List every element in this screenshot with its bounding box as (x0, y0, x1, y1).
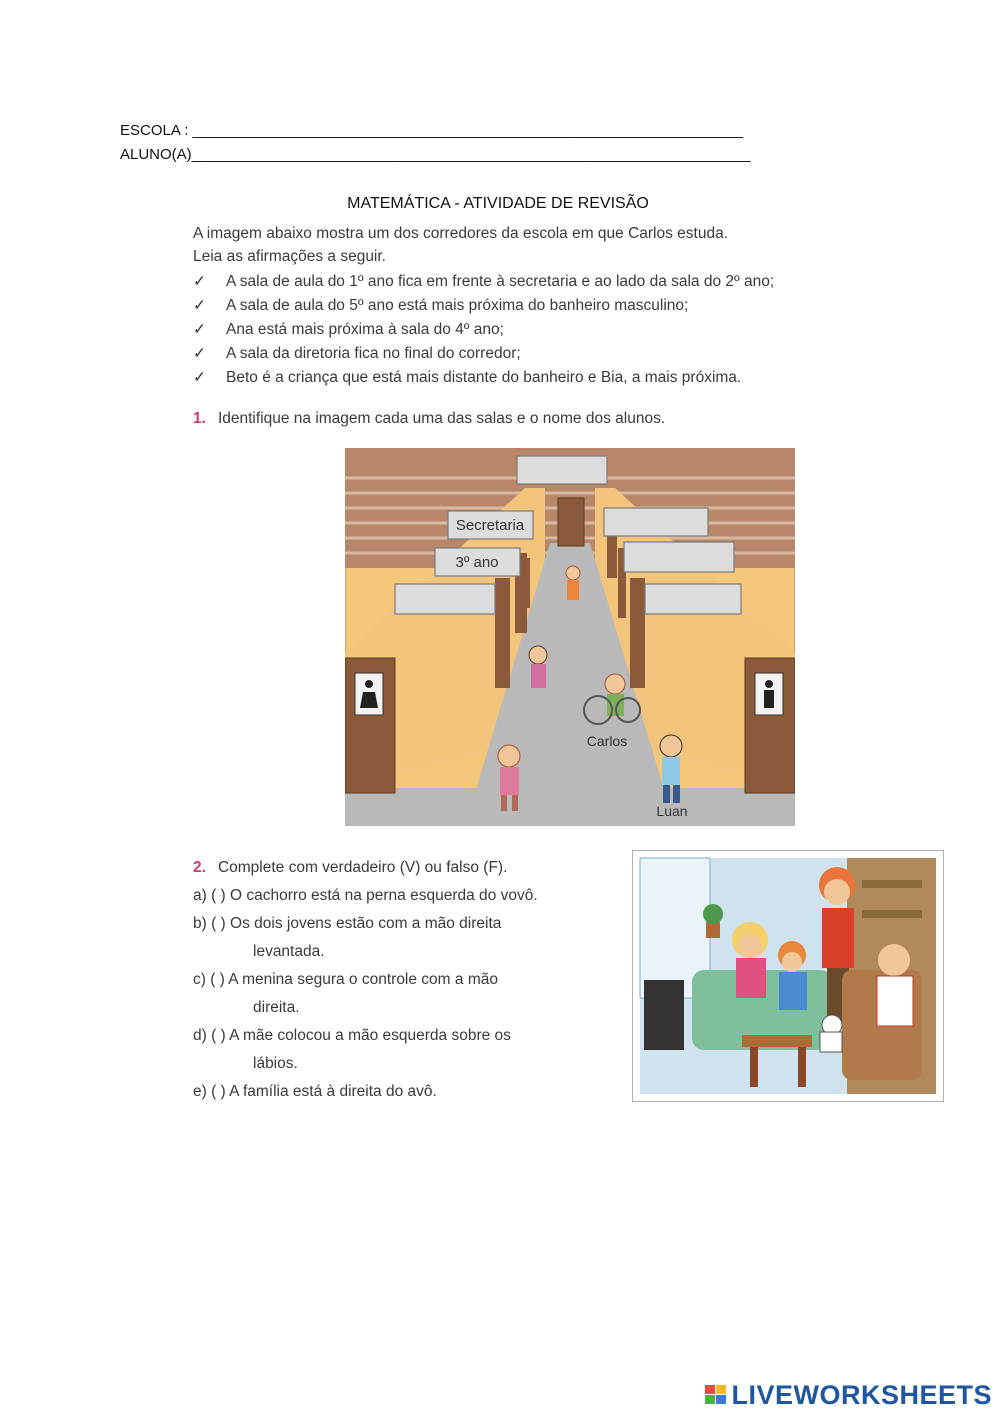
male-restroom-icon (765, 680, 773, 688)
question-2-item-e: e) ( ) A família está à direita do avô. (193, 1083, 437, 1100)
statement-item (193, 344, 521, 363)
intro-line-2: Leia as afirmações a seguir. (193, 248, 386, 265)
statement-text: A sala de aula do 5º ano está mais próxima do banheiro masculino; (226, 297, 689, 314)
check-icon: ✓ (193, 369, 206, 386)
boy-figure (778, 941, 807, 1010)
tv (644, 980, 684, 1050)
statement-text: A sala da diretoria fica no final do corredor; (226, 345, 521, 362)
liveworksheets-logo (705, 1380, 992, 1411)
end-door (558, 498, 584, 546)
question-2-item-b-cont: levantada. (253, 943, 325, 960)
statement-item (193, 368, 741, 387)
question-2-number: 2. (193, 859, 206, 876)
dog-figure (820, 1015, 842, 1052)
coffee-table (742, 1035, 812, 1047)
page-title: MATEMÁTICA - ATIVIDADE DE REVISÃO (347, 195, 649, 212)
sign-right-blank-3[interactable] (645, 584, 741, 614)
statement-text: Ana está mais próxima à sala do 4º ano; (226, 321, 504, 338)
question-1-number: 1. (193, 410, 206, 427)
name-carlos: Carlos (586, 733, 628, 749)
sign-3ano-label: 3º ano (455, 554, 499, 571)
child-figure (529, 646, 547, 688)
corridor-illustration (345, 448, 795, 826)
door (495, 578, 510, 688)
statement-item (193, 296, 688, 315)
check-icon: ✓ (193, 273, 206, 290)
statement-item (193, 320, 504, 339)
sign-right-blank-2[interactable] (624, 542, 734, 572)
statement-item (193, 272, 774, 291)
child-figure (566, 566, 580, 600)
school-field: ESCOLA : __________________________________________________________________ (120, 122, 744, 139)
question-2-item-d: d) ( ) A mãe colocou a mão esquerda sobre os (193, 1027, 511, 1044)
question-2-item-c: c) ( ) A menina segura o controle com a mão (193, 971, 498, 988)
sign-left-blank[interactable] (395, 584, 495, 614)
student-field: ALUNO(A)___________________________________________________________________ (120, 146, 751, 163)
question-2-item-c-cont: direita. (253, 999, 300, 1016)
question-2-item-a: a) ( ) O cachorro está na perna esquerda do vovô. (193, 887, 538, 904)
statement-text: A sala de aula do 1º ano fica em frente à secretaria e ao lado da sala do 2º ano; (226, 273, 775, 290)
sign-right-blank-1[interactable] (604, 508, 708, 536)
logo-badge-icon (705, 1385, 727, 1405)
door (630, 578, 645, 688)
plant-pot (706, 922, 720, 938)
question-2-item-b: b) ( ) Os dois jovens estão com a mão direita (193, 915, 502, 932)
logo-text: LIVEWORKSHEETS (731, 1380, 992, 1410)
question-2 (193, 859, 507, 877)
sign-secretaria-label: Secretaria (455, 517, 525, 534)
intro-line-1: A imagem abaixo mostra um dos corredores da escola em que Carlos estuda. (193, 225, 729, 242)
statement-text: Beto é a criança que está mais distante do banheiro e Bia, a mais próxima. (226, 369, 742, 386)
question-2-text: Complete com verdadeiro (V) ou falso (F). (217, 859, 508, 876)
question-1-text: Identifique na imagem cada uma das salas e o nome dos alunos. (217, 410, 666, 427)
question-2-item-d-cont: lábios. (253, 1055, 298, 1072)
sign-end-blank[interactable] (517, 456, 607, 484)
question-1 (193, 410, 665, 428)
female-restroom-icon (365, 680, 373, 688)
family-illustration (632, 850, 944, 1102)
check-icon: ✓ (193, 297, 206, 314)
name-luan: Luan (656, 803, 688, 819)
check-icon: ✓ (193, 345, 206, 362)
girl-figure (732, 922, 768, 998)
check-icon: ✓ (193, 321, 206, 338)
